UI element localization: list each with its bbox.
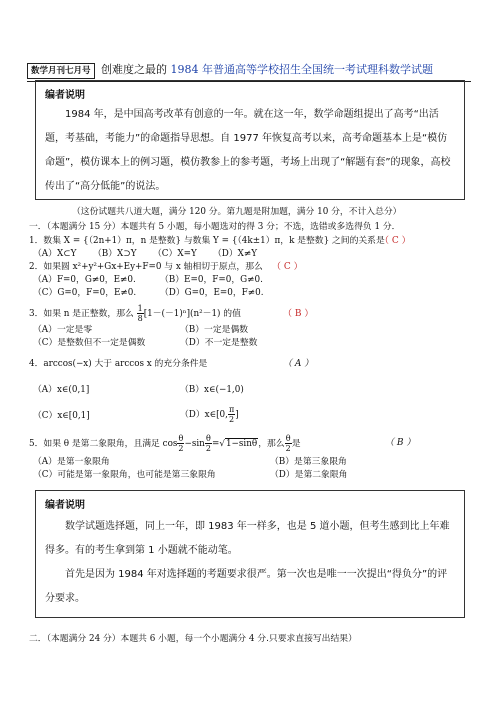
q1-option-b: （B）X⊃Y bbox=[93, 249, 137, 259]
q4-option-d-post: ] bbox=[235, 410, 239, 420]
q5-stem-mid2: ，那么 bbox=[258, 439, 285, 449]
q4-option-d-num: π bbox=[228, 405, 235, 414]
editor-note-2 bbox=[35, 490, 465, 618]
q4-answer: （ A ） bbox=[283, 359, 314, 369]
q3-stem-pre: 3．如果 n 是正整数，那么 bbox=[29, 309, 134, 319]
editor-note-2-text-2: 首先是因为 1984 年对选择题的考题要求很严。第一次也是唯一一次提出“得负分”的评分要求。 bbox=[45, 569, 448, 604]
q3-fraction-num: 1 bbox=[137, 304, 143, 313]
q3-option-d: （D）不一定是整数 bbox=[180, 338, 258, 348]
exam-title-prefix: 创难度之最的 bbox=[101, 63, 171, 76]
q3-stem bbox=[29, 303, 241, 325]
editor-note-2-text-1: 数学试题选择题，同上一年，即 1983 年一样多，也是 5 道小题，但考生感到比上年难得多。有的考生拿到第 1 小题就不能动笔。 bbox=[45, 521, 450, 556]
q5-fraction-3 bbox=[285, 434, 292, 453]
q5-equals: = bbox=[211, 439, 220, 449]
q4-option-a: （A）x∈(0,1] bbox=[33, 385, 90, 395]
q5-stem-mid: −sin bbox=[184, 439, 205, 449]
q2-stem: 2．如果圆 x²+y²+Gx+Ey+F=0 与 x 轴相切于原点，那么 bbox=[29, 262, 263, 272]
q2-option-d: （D）G=0，E=0，F≠0. bbox=[160, 288, 264, 298]
q1-option-d: （D）X≠Y bbox=[213, 249, 258, 259]
q5-fraction-1-num: θ bbox=[178, 434, 184, 443]
q5-fraction-3-den: 2 bbox=[285, 444, 291, 453]
q3-fraction bbox=[137, 304, 144, 323]
q5-sqrt-body: 1−sinθ bbox=[225, 439, 258, 449]
q3-option-a: （A）一定是零 bbox=[33, 325, 93, 335]
editor-note-1-title: 编者说明 bbox=[45, 90, 85, 101]
q3-option-c: （C）是整数但不一定是偶数 bbox=[33, 338, 146, 348]
q5-sqrt-sign: √ bbox=[219, 439, 225, 449]
q5-option-b: （B）是第三象限角 bbox=[270, 457, 347, 467]
editor-note-2-title: 编者说明 bbox=[45, 500, 85, 511]
q4-option-c: （C）x∈[0,1] bbox=[33, 411, 90, 421]
q1-option-c: （C）X=Y bbox=[153, 249, 197, 259]
section-2-heading: 二．（本题满分 24 分）本题共 6 小题，每一个小题满分 4 分.只要求直接写出结果） bbox=[29, 634, 357, 644]
q3-option-b: （B）一定是偶数 bbox=[180, 325, 249, 335]
q3-stem-post: [1－(－1)ⁿ](n²－1) 的值 bbox=[143, 309, 241, 319]
exam-title-main: 1984 年普通高等学校招生全国统一考试理科数学试题 bbox=[170, 63, 433, 76]
q1-option-a: （A）X⊂Y bbox=[33, 249, 77, 259]
q5-fraction-1-den: 2 bbox=[178, 444, 184, 453]
q4-option-b: （B）x∈(−1,0) bbox=[180, 385, 244, 395]
q4-stem: 4．arccos(−x) 大于 arccos x 的充分条件是 bbox=[29, 359, 208, 369]
exam-title bbox=[101, 62, 433, 78]
q4-option-d bbox=[180, 404, 239, 426]
q5-option-d: （D）是第二象限角 bbox=[270, 470, 348, 480]
q1-stem: 1．数集 X = {（2n+1）π，n 是整数} 与数集 Y = {（4k±1）π，k 是整数} 之间的关系是 bbox=[29, 236, 385, 246]
q5-option-c: （C）可能是第一象限角，也可能是第三象限角 bbox=[33, 470, 216, 480]
q2-option-b: （B）E=0，F=0，G≠0. bbox=[160, 275, 263, 285]
q2-answer: （ C ） bbox=[272, 262, 303, 272]
journal-tag: 数学月刊七月号 bbox=[27, 63, 95, 79]
exam-intro: （这份试题共八道大题，满分 120 分。第九题是附加题，满分 10 分，不计入总分） bbox=[72, 207, 402, 217]
q3-answer: （ B ） bbox=[283, 309, 314, 319]
q5-fraction-3-num: θ bbox=[285, 434, 291, 443]
q5-stem-pre: 5．如果 θ 是第二象限角，且满足 cos bbox=[29, 439, 178, 449]
q2-option-c: （C）G=0，F=0，E≠0. bbox=[33, 288, 137, 298]
q4-option-d-pre: （D）x∈[0, bbox=[180, 410, 228, 420]
editor-note-1 bbox=[35, 80, 465, 200]
q5-answer: （ B ） bbox=[385, 438, 416, 448]
q5-fraction-2-den: 2 bbox=[205, 444, 211, 453]
q5-option-a: （A）是第一象限角 bbox=[33, 457, 110, 467]
q2-option-a: （A）F=0，G≠0，E≠0. bbox=[33, 275, 136, 285]
q5-stem-post: 是 bbox=[291, 439, 301, 449]
section-1-heading: 一．（本题满分 15 分）本题共有 5 小题，每小题选对的得 3 分；不选，选错或多选得负 1 分． bbox=[29, 222, 401, 232]
q3-fraction-den: 8 bbox=[137, 314, 143, 323]
editor-note-1-text: 1984 年，是中国高考改革有创意的一年。就在这一年，数学命题组提出了高考“出活题，考基础，考能力”的命题指导思想。自 1977 年恢复高考以来，高考命题基本上是“模仿命题”，模仿课本上的例习题，模仿教参上的参考题，考场上出现了“解题有套”的现象，高校传出了“高分低能”的说法。 bbox=[45, 109, 451, 192]
q5-fraction-2-num: θ bbox=[205, 434, 211, 443]
q1-answer: （ C ） bbox=[380, 236, 411, 246]
q4-option-d-den: 2 bbox=[229, 415, 235, 424]
q5-fraction-2 bbox=[205, 434, 212, 453]
q5-stem bbox=[29, 433, 301, 455]
